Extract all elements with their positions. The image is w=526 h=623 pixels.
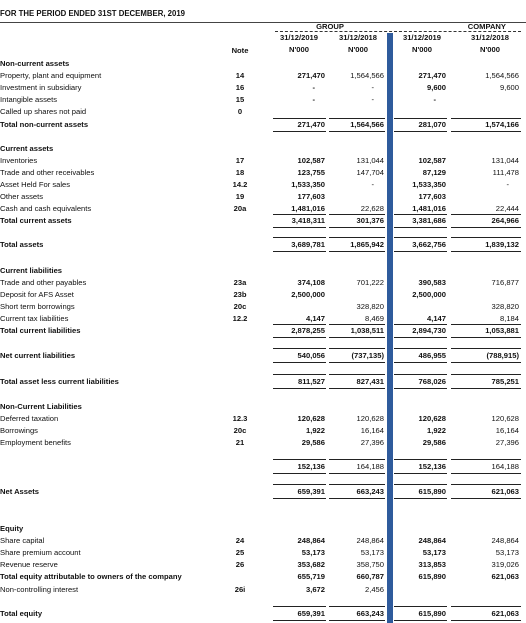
total-rule (273, 324, 326, 325)
total-rule (394, 324, 447, 325)
total-rule (451, 388, 521, 389)
row-label: Non-controlling interest (0, 585, 79, 594)
row-value: 264,966 (491, 216, 519, 225)
row-label: Other assets (0, 192, 44, 201)
row-label: Non-Current Liabilities (0, 402, 82, 411)
row-label: Revenue reserve (0, 560, 58, 569)
row-value: 271,470 (418, 71, 446, 80)
total-rule (451, 214, 521, 215)
row-value: 120,628 (491, 414, 519, 423)
total-rule (329, 498, 385, 499)
row-value: 1,481,016 (291, 204, 325, 213)
total-rule (273, 388, 326, 389)
row-value: 281,070 (418, 120, 446, 129)
company-2019-unit: N'000 (412, 45, 432, 54)
row-value: 313,853 (418, 560, 446, 569)
total-rule (451, 324, 521, 325)
total-rule (329, 374, 385, 375)
row-value: 147,704 (356, 168, 384, 177)
total-rule (394, 131, 447, 132)
total-rule (394, 473, 447, 474)
total-rule (394, 362, 447, 363)
row-value: - (371, 83, 374, 92)
total-rule (273, 227, 326, 228)
company-header: COMPANY (467, 22, 506, 31)
row-value: 1,564,566 (485, 71, 519, 80)
total-rule (394, 348, 447, 349)
total-rule (451, 484, 521, 485)
row-value: 248,864 (418, 536, 446, 545)
total-rule (273, 459, 326, 460)
row-note: 20c (233, 302, 247, 311)
total-rule (329, 606, 385, 607)
company-2018-unit: N'000 (480, 45, 500, 54)
row-value: - (312, 95, 315, 104)
row-value: 621,063 (491, 572, 519, 581)
row-value: 1,922 (426, 426, 446, 435)
row-value: 1,053,881 (485, 326, 519, 335)
group-2019-unit: N'000 (289, 45, 309, 54)
row-value: 1,865,942 (350, 240, 384, 249)
row-note: 15 (235, 95, 245, 104)
total-rule (329, 473, 385, 474)
row-value: 1,533,350 (412, 180, 446, 189)
row-value: 328,820 (356, 302, 384, 311)
row-value: 390,583 (418, 278, 446, 287)
row-note: 20a (233, 204, 247, 213)
note-header: Note (231, 46, 249, 55)
row-label: Share premium account (0, 548, 81, 557)
statement-title: FOR THE PERIOD ENDED 31ST DECEMBER, 2019 (0, 9, 186, 18)
total-rule (451, 337, 521, 338)
total-rule (451, 348, 521, 349)
row-value: (737,135) (351, 351, 384, 360)
row-value: 716,877 (491, 278, 519, 287)
row-value: 120,628 (297, 414, 325, 423)
row-value: 2,878,255 (291, 326, 325, 335)
total-rule (451, 498, 521, 499)
row-label: Borrowings (0, 426, 38, 435)
group-header: GROUP (316, 22, 344, 31)
total-rule (394, 237, 447, 238)
row-label: Share capital (0, 536, 45, 545)
row-note: 23b (233, 290, 247, 299)
row-value: 8,469 (364, 314, 384, 323)
row-note: 26 (235, 560, 245, 569)
total-rule (329, 118, 385, 119)
total-rule (451, 118, 521, 119)
row-value: 131,044 (356, 156, 384, 165)
row-label: Net Assets (0, 487, 39, 496)
row-value: 271,470 (297, 120, 325, 129)
total-rule (394, 484, 447, 485)
row-value: 615,890 (418, 487, 446, 496)
row-value: 53,173 (422, 548, 446, 557)
row-note: 0 (237, 107, 243, 116)
row-value: 3,672 (305, 585, 325, 594)
row-value: 2,500,000 (291, 290, 325, 299)
total-rule (451, 131, 521, 132)
row-value: 659,391 (297, 487, 325, 496)
total-rule (329, 227, 385, 228)
row-value: 1,533,350 (291, 180, 325, 189)
row-label: Deposit for AFS Asset (0, 290, 74, 299)
row-value: 1,481,016 (412, 204, 446, 213)
row-label: Total equity attributable to owners of the company (0, 572, 182, 581)
total-rule (273, 237, 326, 238)
row-label: Current tax liabilities (0, 314, 69, 323)
row-label: Cash and cash equivalents (0, 204, 92, 213)
row-value: 663,243 (356, 487, 384, 496)
row-value: 271,470 (297, 71, 325, 80)
total-rule (273, 131, 326, 132)
row-value: 16,164 (495, 426, 519, 435)
total-rule (394, 118, 447, 119)
total-rule (451, 620, 521, 621)
row-value: 102,587 (418, 156, 446, 165)
row-value: 353,682 (297, 560, 325, 569)
row-note: 23a (233, 278, 247, 287)
row-value: 663,243 (356, 609, 384, 618)
total-rule (329, 348, 385, 349)
row-note: 21 (235, 438, 245, 447)
total-rule (273, 251, 326, 252)
total-rule (451, 606, 521, 607)
total-rule (329, 324, 385, 325)
row-value: 152,136 (418, 462, 446, 471)
row-value: 4,147 (426, 314, 446, 323)
row-value: - (371, 180, 374, 189)
row-value: 655,719 (297, 572, 325, 581)
total-rule (273, 348, 326, 349)
row-value: 3,662,756 (412, 240, 446, 249)
total-rule (451, 237, 521, 238)
row-value: 811,527 (297, 377, 325, 386)
row-label: Deferred taxation (0, 414, 59, 423)
row-label: Investment in subsidiary (0, 83, 82, 92)
row-value: 177,603 (297, 192, 325, 201)
row-label: Equity (0, 524, 24, 533)
row-value: - (312, 83, 315, 92)
total-rule (273, 214, 326, 215)
row-label: Asset Held For sales (0, 180, 71, 189)
row-label: Trade and other receivables (0, 168, 95, 177)
row-value: 29,586 (301, 438, 325, 447)
row-value: 3,418,311 (291, 216, 325, 225)
group-2018-unit: N'000 (348, 45, 368, 54)
total-rule (329, 337, 385, 338)
company-2018-date: 31/12/2018 (470, 33, 509, 42)
row-value: 615,890 (418, 609, 446, 618)
row-label: Property, plant and equipment (0, 71, 102, 80)
row-note: 19 (235, 192, 245, 201)
total-rule (394, 374, 447, 375)
total-rule (394, 214, 447, 215)
row-value: 9,600 (426, 83, 446, 92)
row-note: 18 (235, 168, 245, 177)
row-label: Inventories (0, 156, 38, 165)
row-value: 120,628 (418, 414, 446, 423)
row-value: 177,603 (418, 192, 446, 201)
row-value: 22,444 (495, 204, 519, 213)
row-value: 4,147 (305, 314, 325, 323)
row-value: 301,376 (356, 216, 384, 225)
total-rule (451, 459, 521, 460)
total-rule (451, 374, 521, 375)
row-note: 26i (234, 585, 246, 594)
row-label: Current assets (0, 144, 54, 153)
row-value: 248,864 (297, 536, 325, 545)
row-label: Current liabilities (0, 266, 63, 275)
row-note: 12.3 (232, 414, 248, 423)
row-value: 248,864 (356, 536, 384, 545)
row-value: 111,478 (492, 168, 519, 177)
row-label: Total equity (0, 609, 43, 618)
row-label: Employment benefits (0, 438, 71, 447)
row-value: 29,586 (422, 438, 446, 447)
group-2018-date: 31/12/2018 (338, 33, 377, 42)
row-value: 701,222 (356, 278, 384, 287)
total-rule (273, 606, 326, 607)
row-value: 660,787 (356, 572, 384, 581)
row-value: - (433, 95, 436, 104)
total-rule (451, 362, 521, 363)
total-rule (329, 214, 385, 215)
row-value: 1,839,132 (485, 240, 519, 249)
row-value: 27,396 (495, 438, 519, 447)
row-value: - (506, 180, 509, 189)
total-rule (329, 484, 385, 485)
row-value: 486,955 (418, 351, 446, 360)
total-rule (394, 498, 447, 499)
column-separator (387, 33, 393, 623)
row-value: 2,894,730 (412, 326, 446, 335)
row-note: 25 (235, 548, 245, 557)
row-label: Total current liabilities (0, 326, 81, 335)
row-value: 120,628 (356, 414, 384, 423)
total-rule (451, 251, 521, 252)
row-value: 1,574,166 (485, 120, 519, 129)
total-rule (273, 362, 326, 363)
row-label: Total current assets (0, 216, 72, 225)
row-value: 615,890 (418, 572, 446, 581)
total-rule (329, 362, 385, 363)
row-value: 164,188 (491, 462, 519, 471)
group-2019-date: 31/12/2019 (279, 33, 318, 42)
row-value: 1,564,566 (350, 120, 384, 129)
row-value: 123,755 (297, 168, 325, 177)
row-label: Total asset less current liabilities (0, 377, 119, 386)
row-value: 131,044 (491, 156, 519, 165)
row-value: 621,063 (491, 609, 519, 618)
total-rule (394, 337, 447, 338)
row-value: 3,689,781 (291, 240, 325, 249)
total-rule (329, 237, 385, 238)
total-rule (273, 473, 326, 474)
row-label: Total non-current assets (0, 120, 89, 129)
row-value: 53,173 (495, 548, 519, 557)
total-rule (394, 459, 447, 460)
total-rule (394, 251, 447, 252)
row-value: 152,136 (297, 462, 325, 471)
total-rule (273, 118, 326, 119)
row-note: 14.2 (232, 180, 248, 189)
row-value: 53,173 (301, 548, 325, 557)
row-value: 27,396 (360, 438, 384, 447)
row-label: Called up shares not paid (0, 107, 87, 116)
total-rule (329, 251, 385, 252)
row-value: 785,251 (491, 377, 519, 386)
row-value: 659,391 (297, 609, 325, 618)
row-value: 1,922 (305, 426, 325, 435)
row-value: 768,026 (418, 377, 446, 386)
row-value: 374,108 (297, 278, 325, 287)
row-value: 9,600 (499, 83, 519, 92)
row-value: 164,188 (356, 462, 384, 471)
row-value: 1,564,566 (350, 71, 384, 80)
row-value: 621,063 (491, 487, 519, 496)
row-value: 2,500,000 (412, 290, 446, 299)
row-label: Total assets (0, 240, 44, 249)
total-rule (273, 374, 326, 375)
row-label: Net current liabilities (0, 351, 76, 360)
row-value: 1,038,511 (350, 326, 384, 335)
row-value: 328,820 (491, 302, 519, 311)
header-rule (275, 31, 521, 32)
row-note: 14 (235, 71, 245, 80)
row-value: (788,915) (486, 351, 519, 360)
row-value: 53,173 (360, 548, 384, 557)
total-rule (451, 473, 521, 474)
total-rule (394, 227, 447, 228)
row-label: Short term borrowings (0, 302, 75, 311)
row-note: 12.2 (232, 314, 248, 323)
row-note: 24 (235, 536, 245, 545)
row-value: 3,381,686 (412, 216, 446, 225)
total-rule (394, 388, 447, 389)
company-2019-date: 31/12/2019 (402, 33, 441, 42)
total-rule (329, 131, 385, 132)
total-rule (273, 620, 326, 621)
total-rule (394, 620, 447, 621)
total-rule (273, 337, 326, 338)
total-rule (451, 227, 521, 228)
row-value: 87,129 (422, 168, 446, 177)
row-label: Intangible assets (0, 95, 57, 104)
row-value: 102,587 (297, 156, 325, 165)
row-value: 2,456 (364, 585, 384, 594)
row-value: 540,056 (297, 351, 325, 360)
row-value: 827,431 (356, 377, 384, 386)
total-rule (273, 484, 326, 485)
row-value: 248,864 (491, 536, 519, 545)
row-label: Trade and other payables (0, 278, 87, 287)
row-value: 22,628 (360, 204, 384, 213)
row-label: Non-current assets (0, 59, 70, 68)
row-value: 358,750 (356, 560, 384, 569)
total-rule (329, 459, 385, 460)
row-value: 319,026 (491, 560, 519, 569)
row-value: 8,184 (499, 314, 519, 323)
row-note: 20c (233, 426, 247, 435)
row-value: 16,164 (360, 426, 384, 435)
total-rule (394, 606, 447, 607)
total-rule (273, 498, 326, 499)
row-value: - (371, 95, 374, 104)
row-note: 16 (235, 83, 245, 92)
row-note: 17 (235, 156, 245, 165)
total-rule (329, 388, 385, 389)
total-rule (329, 620, 385, 621)
